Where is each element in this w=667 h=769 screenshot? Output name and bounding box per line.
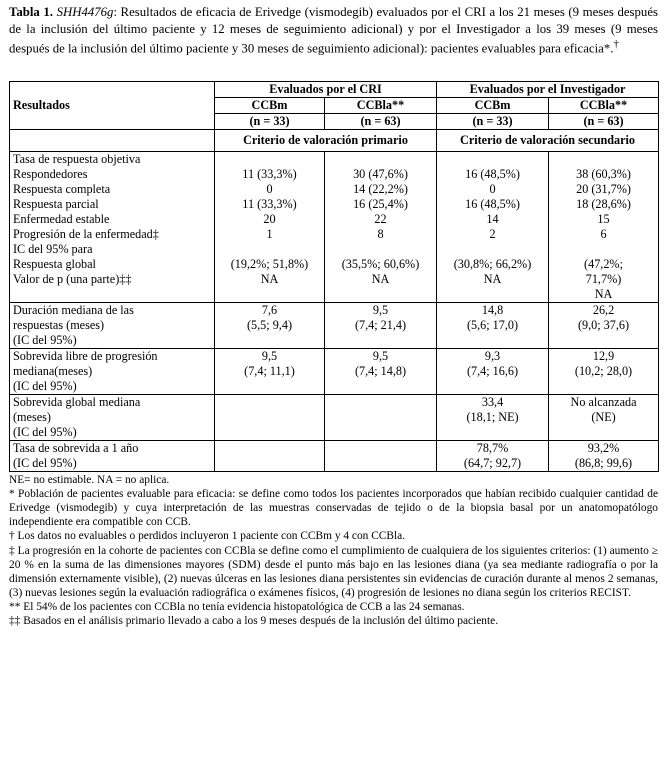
row-label-line: Sobrevida libre de progresión	[13, 349, 158, 364]
header-arm-n: (n = 33)	[437, 114, 549, 130]
cell-value: (NE)	[591, 410, 616, 425]
results-table-body	[10, 152, 659, 472]
header-arm-n: (n = 63)	[549, 114, 659, 130]
cell-value	[552, 242, 655, 257]
value-cell	[437, 152, 549, 303]
row-label-line: Valor de p (una parte)‡‡	[13, 272, 132, 287]
row-label-line: Respuesta completa	[13, 182, 111, 197]
footnote: * Población de pacientes evaluable para eficacia: se define como todos los pacientes incorporados que habían recibido cualquier cantidad de Erivedge (vismodegib) y cuya interpretación de las muestras conservadas de tejido o de la biopsia basal por un anatomopatólogo independiente era compatible con CCB.	[9, 488, 658, 529]
cell-value: (7,4; 14,8)	[354, 364, 407, 379]
header-group-investigator: Evaluados por el Investigador	[437, 82, 659, 98]
cell-value	[218, 242, 321, 257]
cell-value: 20 (31,7%)	[576, 182, 631, 197]
header-arm-name: CCBm	[215, 98, 325, 114]
cell-value: No alcanzada	[570, 395, 637, 410]
row-label-line: respuestas (meses)	[13, 318, 105, 333]
footnotes	[9, 473, 658, 628]
cell-value: 9,5	[372, 349, 389, 364]
cell-value	[440, 152, 545, 167]
cell-value: 26,2	[592, 303, 615, 318]
value-cell	[549, 395, 659, 441]
row-label-cell	[10, 349, 215, 395]
value-cell	[549, 303, 659, 349]
value-cell	[549, 349, 659, 395]
header-arm-n: (n = 33)	[215, 114, 325, 130]
cell-value: 22	[374, 212, 387, 227]
cell-value: NA	[371, 272, 390, 287]
cell-value	[328, 242, 433, 257]
row-label-line: (IC del 95%)	[13, 456, 77, 471]
cell-value: 0	[489, 182, 496, 197]
value-cell	[215, 349, 325, 395]
value-cell	[549, 152, 659, 303]
cell-value: (18,1; NE)	[466, 410, 519, 425]
cell-value: (7,4; 16,6)	[466, 364, 519, 379]
cell-value: (5,6; 17,0)	[466, 318, 519, 333]
cell-value: NA	[594, 287, 613, 302]
cell-value: (64,7; 92,7)	[463, 456, 522, 471]
header-blank-cell	[10, 130, 215, 152]
row-label-line: Progresión de la enfermedad‡	[13, 227, 159, 242]
value-cell	[437, 441, 549, 472]
value-cell	[325, 441, 437, 472]
caption-study-code: SHH4476g	[56, 5, 114, 19]
table-row	[10, 441, 659, 472]
value-cell	[437, 303, 549, 349]
cell-value: 78,7%	[476, 441, 509, 456]
cell-value: 8	[377, 227, 384, 242]
criterion-secondary: Criterio de valoración secundario	[437, 130, 659, 152]
cell-value: 6	[600, 227, 607, 242]
header-arm-name: CCBla**	[325, 98, 437, 114]
cell-value: 9,5	[372, 303, 389, 318]
cell-value: 14	[486, 212, 499, 227]
criterion-primary: Criterio de valoración primario	[215, 130, 437, 152]
cell-value: 18 (28,6%)	[576, 197, 631, 212]
cell-value: 2	[489, 227, 496, 242]
cell-value: NA	[483, 272, 502, 287]
value-cell	[215, 441, 325, 472]
footnote: † Los datos no evaluables o perdidos incluyeron 1 paciente con CCBm y 4 con CCBla.	[9, 530, 406, 543]
cell-value: 11 (33,3%)	[242, 167, 297, 182]
table-row	[10, 349, 659, 395]
row-label-cell	[10, 152, 215, 303]
cell-value: (5,5; 9,4)	[246, 318, 293, 333]
cell-value: (86,8; 99,6)	[574, 456, 633, 471]
cell-value: 16 (48,5%)	[465, 167, 520, 182]
cell-value: (30,8%; 66,2%)	[453, 257, 532, 272]
cell-value: 0	[266, 182, 273, 197]
cell-value: 14,8	[481, 303, 504, 318]
cell-value: 16 (48,5%)	[465, 197, 520, 212]
footnote: ‡ La progresión en la cohorte de pacientes con CCBla se define como el cumplimiento de cualquiera de los siguientes criterios: (1) aumento ≥ 20 % en la suma de las dimensiones mayores (SDM) desde el punto más bajo en las lesiones diana (ya sea mediante radiografía o por la dimensión externamente visible), (2) nuevas úlceras en las lesiones diana persistentes sin evidencias de curación durante al menos 2 semanas, (3) nuevas lesiones según la evaluación radiográfica o exámenes físicos, (4) progresión de lesiones no diana según los criterios RECIST.	[9, 544, 658, 599]
row-label-line: Sobrevida global mediana	[13, 395, 141, 410]
value-cell	[325, 303, 437, 349]
header-arm-name: CCBla**	[549, 98, 659, 114]
row-label-line: Respondedores	[13, 167, 88, 182]
cell-value	[328, 152, 433, 167]
value-cell	[325, 395, 437, 441]
row-label-line: Enfermedad estable	[13, 212, 110, 227]
row-label-cell	[10, 303, 215, 349]
footnote: ‡‡ Basados en el análisis primario llevado a cabo a los 9 meses después de la inclusión del último paciente.	[9, 614, 499, 627]
value-cell	[325, 152, 437, 303]
results-table	[9, 81, 659, 472]
row-label-line: Respuesta global	[13, 257, 96, 272]
header-group-cri: Evaluados por el CRI	[215, 82, 437, 98]
value-cell	[215, 152, 325, 303]
cell-value: 1	[266, 227, 273, 242]
value-cell	[215, 395, 325, 441]
cell-value: 9,3	[484, 349, 501, 364]
header-arm-name: CCBm	[437, 98, 549, 114]
cell-value: NA	[260, 272, 279, 287]
row-label-line: Tasa de respuesta objetiva	[13, 152, 141, 167]
row-label-line: (meses)	[13, 410, 51, 425]
value-cell	[437, 395, 549, 441]
cell-value: 9,5	[261, 349, 278, 364]
value-cell	[437, 349, 549, 395]
cell-value: (47,2%;	[584, 257, 623, 272]
cell-value: 93,2%	[587, 441, 620, 456]
header-results: Resultados	[10, 82, 215, 130]
row-label-cell	[10, 395, 215, 441]
row-label-line: (IC del 95%)	[13, 379, 77, 394]
cell-value: 11 (33,3%)	[242, 197, 297, 212]
table-caption	[9, 4, 658, 57]
row-label-line: Duración mediana de las	[13, 303, 134, 318]
cell-value: (19,2%; 51,8%)	[230, 257, 309, 272]
cell-value: (10,2; 28,0)	[574, 364, 633, 379]
cell-value: 38 (60,3%)	[576, 167, 631, 182]
row-label-line: Respuesta parcial	[13, 197, 99, 212]
row-label-line: mediana(meses)	[13, 364, 93, 379]
cell-value: 33,4	[481, 395, 504, 410]
row-label-line: IC del 95% para	[13, 242, 93, 257]
caption-text: : Resultados de eficacia de Erivedge (vismodegib) evaluados por el CRI a los 21 meses (9 meses después de la inclusión del último paciente y 12 meses de seguimiento adicional) y por el Investigador a los 39 meses (9 meses después de la inclusión del último paciente y 30 meses de seguimiento adicional): pacientes evaluables para eficacia*.	[9, 5, 658, 56]
caption-lead: Tabla 1.	[9, 5, 53, 19]
footnote: ** El 54% de los pacientes con CCBla no tenía evidencia histopatológica de CCB a las 24 semanas.	[9, 600, 465, 613]
cell-value: 30 (47,6%)	[353, 167, 408, 182]
table-row	[10, 395, 659, 441]
table-row	[10, 303, 659, 349]
cell-value: 15	[597, 212, 610, 227]
cell-value	[440, 242, 545, 257]
cell-value	[552, 152, 655, 167]
cell-value: 20	[263, 212, 276, 227]
footnote: NE= no estimable. NA = no aplica.	[9, 474, 170, 487]
cell-value: 71,7%)	[585, 272, 622, 287]
row-label-line: Tasa de sobrevida a 1 año	[13, 441, 139, 456]
cell-value	[218, 152, 321, 167]
cell-value: 14 (22,2%)	[353, 182, 408, 197]
cell-value: 7,6	[261, 303, 278, 318]
cell-value: 12,9	[592, 349, 615, 364]
table-row	[10, 152, 659, 303]
row-label-cell	[10, 441, 215, 472]
value-cell	[215, 303, 325, 349]
row-label-line: (IC del 95%)	[13, 425, 77, 440]
cell-value: (9,0; 37,6)	[577, 318, 630, 333]
cell-value: 16 (25,4%)	[353, 197, 408, 212]
value-cell	[325, 349, 437, 395]
cell-value: (7,4; 21,4)	[354, 318, 407, 333]
header-arm-n: (n = 63)	[325, 114, 437, 130]
cell-value: (35,5%; 60,6%)	[341, 257, 420, 272]
cell-value: (7,4; 11,1)	[244, 364, 295, 379]
caption-marks: †	[613, 39, 619, 51]
row-label-line: (IC del 95%)	[13, 333, 77, 348]
value-cell	[549, 441, 659, 472]
